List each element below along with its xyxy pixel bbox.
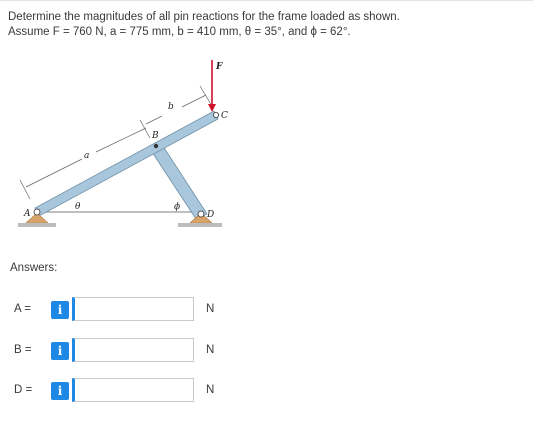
- frame-diagram: [0, 56, 260, 246]
- dimension-b-line-right: [182, 95, 206, 107]
- answer-a-label: A =: [14, 303, 31, 315]
- answer-row-a: [0, 297, 533, 323]
- problem-statement: [8, 10, 523, 40]
- label-a-dim: a: [84, 151, 90, 161]
- force-f-arrowhead: [208, 104, 216, 112]
- info-icon[interactable]: i: [51, 382, 69, 400]
- answer-b-input[interactable]: [72, 338, 194, 362]
- pin-d: [198, 211, 204, 217]
- answers-heading: Answers:: [10, 262, 58, 274]
- ground-a: [18, 223, 56, 227]
- label-phi: ϕ: [174, 202, 181, 212]
- dimension-b-ext-right: [200, 86, 212, 106]
- label-b: B: [152, 131, 159, 141]
- answer-row-b: [0, 338, 533, 364]
- answer-row-d: [0, 378, 533, 404]
- answer-a-unit: N: [206, 303, 215, 315]
- answer-b-unit: N: [206, 344, 215, 356]
- pin-c: [213, 112, 218, 117]
- answer-d-unit: N: [206, 384, 215, 396]
- dimension-a-line-left: [26, 159, 82, 187]
- label-c: C: [221, 111, 228, 121]
- label-b-dim: b: [168, 102, 174, 112]
- dimension-b-line-left: [146, 116, 162, 124]
- answer-d-label: D =: [14, 384, 33, 396]
- label-f: F: [216, 62, 223, 72]
- answer-a-input[interactable]: [72, 297, 194, 321]
- info-icon[interactable]: i: [51, 301, 69, 319]
- problem-line-2: Assume F = 760 N, a = 775 mm, b = 410 mm, θ = 35°, and ϕ = 62°.: [8, 26, 351, 38]
- pin-a: [34, 209, 40, 215]
- dimension-a-line-right: [96, 128, 146, 152]
- top-divider: [0, 0, 533, 1]
- label-a: A: [24, 209, 31, 219]
- ground-d: [178, 223, 222, 227]
- problem-line-1: Determine the magnitudes of all pin reactions for the frame loaded as shown.: [8, 11, 400, 23]
- dimension-a-ext-left: [20, 180, 30, 199]
- answer-d-input[interactable]: [72, 378, 194, 402]
- pin-b: [154, 144, 158, 148]
- info-icon[interactable]: i: [51, 342, 69, 360]
- label-d: D: [207, 210, 215, 220]
- answer-b-label: B =: [14, 344, 32, 356]
- label-theta: θ: [75, 202, 81, 212]
